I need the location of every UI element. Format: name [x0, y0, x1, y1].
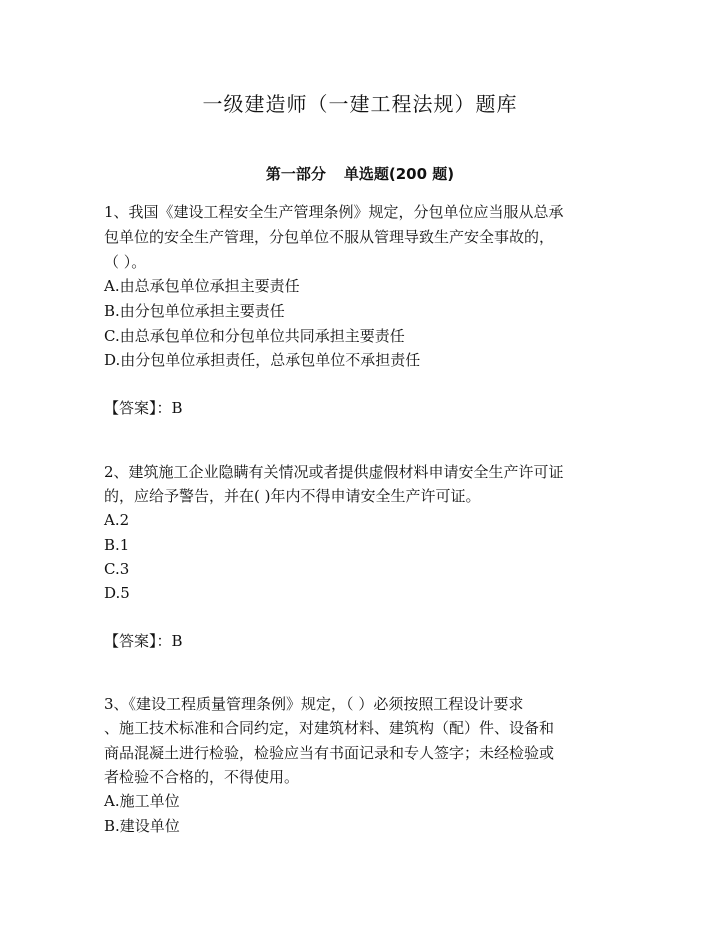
- section-heading: [0, 163, 720, 184]
- question-3-stem-line-1: 3、《建设工程质量管理条例》规定，（ ）必须按照工程设计要求: [104, 695, 524, 713]
- question-1-answer: 【答案】：B: [104, 399, 183, 417]
- question-2-stem-line-2: 的，应给予警告，并在( )年内不得申请安全生产许可证。: [104, 487, 481, 505]
- question-1-option-c: C.由总承包单位和分包单位共同承担主要责任: [104, 327, 405, 345]
- question-1-option-d: D.由分包单位承担责任，总承包单位不承担责任: [104, 351, 421, 369]
- question-3-stem-line-4: 者检验不合格的，不得使用。: [104, 768, 300, 786]
- question-1-stem-line-1: 1、我国《建设工程安全生产管理条例》规定，分包单位应当服从总承: [104, 203, 564, 221]
- question-2-answer: 【答案】：B: [104, 632, 183, 650]
- section-name: 单选题(200 题): [343, 165, 455, 183]
- question-2-option-a: A.2: [104, 511, 130, 529]
- document-title: 一级建造师（一建工程法规）题库: [202, 92, 518, 116]
- question-1-option-b: B.由分包单位承担主要责任: [104, 302, 285, 320]
- question-1-option-a: A.由总承包单位承担主要责任: [104, 277, 300, 295]
- question-2-option-c: C.3: [104, 560, 130, 578]
- question-1-stem-line-3: （ ）。: [104, 253, 147, 271]
- question-2-option-d: D.5: [104, 584, 130, 602]
- section-part: 第一部分: [265, 165, 326, 183]
- question-3-option-b: B.建设单位: [104, 817, 180, 835]
- question-3-stem-line-3: 商品混凝土进行检验，检验应当有书面记录和专人签字；未经检验或: [104, 744, 555, 762]
- question-2-option-b: B.1: [104, 536, 130, 554]
- question-1-stem-line-2: 包单位的安全生产管理，分包单位不服从管理导致生产安全事故的，: [104, 228, 555, 246]
- question-2-stem-line-1: 2、建筑施工企业隐瞒有关情况或者提供虚假材料申请安全生产许可证: [104, 463, 564, 481]
- question-3-stem-line-2: 、施工技术标准和合同约定，对建筑材料、建筑构（配）件、设备和: [104, 719, 555, 737]
- question-3-option-a: A.施工单位: [104, 792, 180, 810]
